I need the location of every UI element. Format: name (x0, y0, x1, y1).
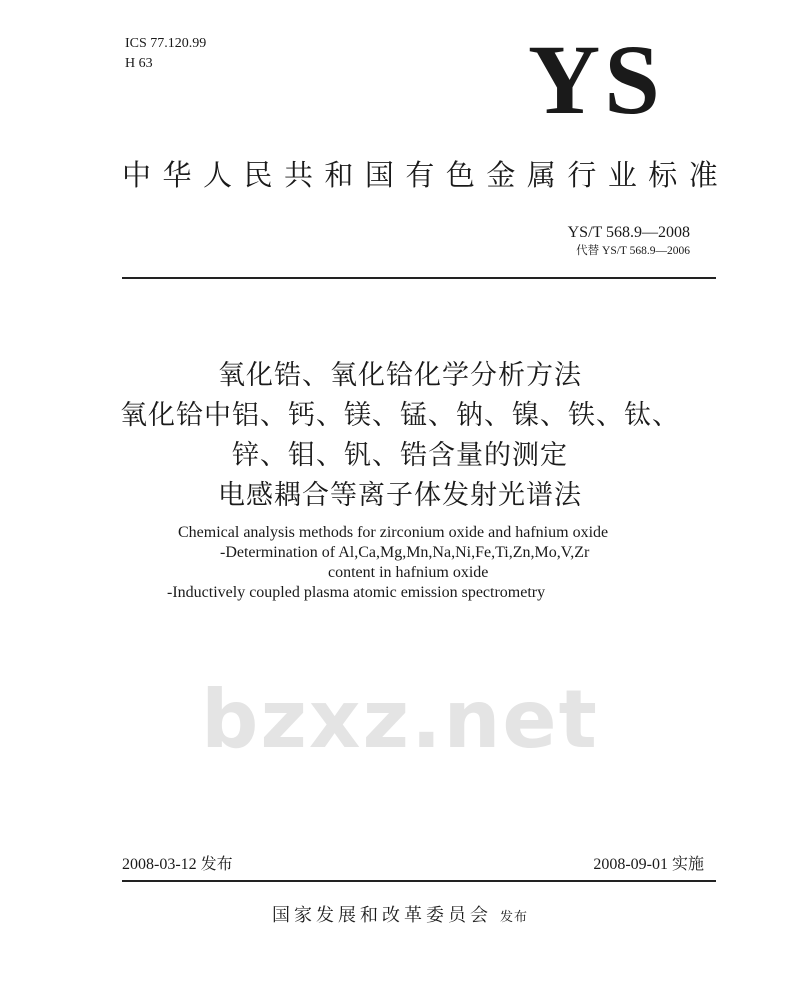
publisher (0, 905, 800, 929)
standard-type-char: 行 (567, 158, 597, 192)
title-en-line-4: -Inductively coupled plasma atomic emission spectrometry (167, 584, 546, 601)
issue-date: 2008-03-12 发布 (122, 856, 233, 873)
standard-type-char: 共 (283, 158, 313, 192)
title-en-line-1: Chemical analysis methods for zirconium oxide and hafnium oxide (178, 524, 609, 541)
standard-type-char: 色 (445, 158, 475, 192)
standard-type-char: 中 (122, 158, 152, 192)
standard-type-char: 金 (486, 158, 516, 192)
replaces-code: 代替 YS/T 568.9—2006 (576, 245, 690, 257)
standard-type-char: 华 (162, 158, 192, 192)
title-cn-line-1: 氧化锆、氧化铪化学分析方法 (218, 360, 582, 391)
ics-code: ICS 77.120.99 (125, 36, 207, 51)
watermark: bzxz.net (201, 673, 599, 766)
standard-type-char: 业 (607, 158, 637, 192)
standard-type-char: 标 (648, 158, 678, 192)
standard-type-char: 民 (243, 158, 273, 192)
standard-code: YS/T 568.9—2008 (567, 224, 690, 241)
title-cn-line-2: 氧化铪中铝、钙、镁、锰、钠、镍、铁、钛、 (120, 400, 680, 431)
publisher-name: 国家发展和改革委员会 (271, 905, 492, 926)
title-en-line-2: -Determination of Al,Ca,Mg,Mn,Na,Ni,Fe,Ti,Zn,Mo,V,Zr (220, 544, 590, 561)
publisher-suffix: 发布 (499, 910, 528, 925)
standard-type-title (122, 158, 718, 192)
top-divider (122, 277, 716, 279)
title-en-line-3: content in hafnium oxide (328, 564, 489, 581)
bottom-divider (122, 880, 716, 882)
standard-type-char: 和 (324, 158, 354, 192)
implement-date: 2008-09-01 实施 (593, 856, 704, 873)
title-cn-line-3: 锌、钼、钒、锆含量的测定 (232, 440, 568, 471)
standard-type-char: 属 (526, 158, 556, 192)
ccs-code: H 63 (125, 56, 153, 71)
standard-type-char: 人 (202, 158, 232, 192)
title-cn-line-4: 电感耦合等离子体发射光谱法 (218, 480, 582, 511)
standard-type-char: 国 (364, 158, 394, 192)
ys-logo: YS (528, 24, 664, 135)
standard-type-char: 准 (688, 158, 718, 192)
standard-type-char: 有 (405, 158, 435, 192)
